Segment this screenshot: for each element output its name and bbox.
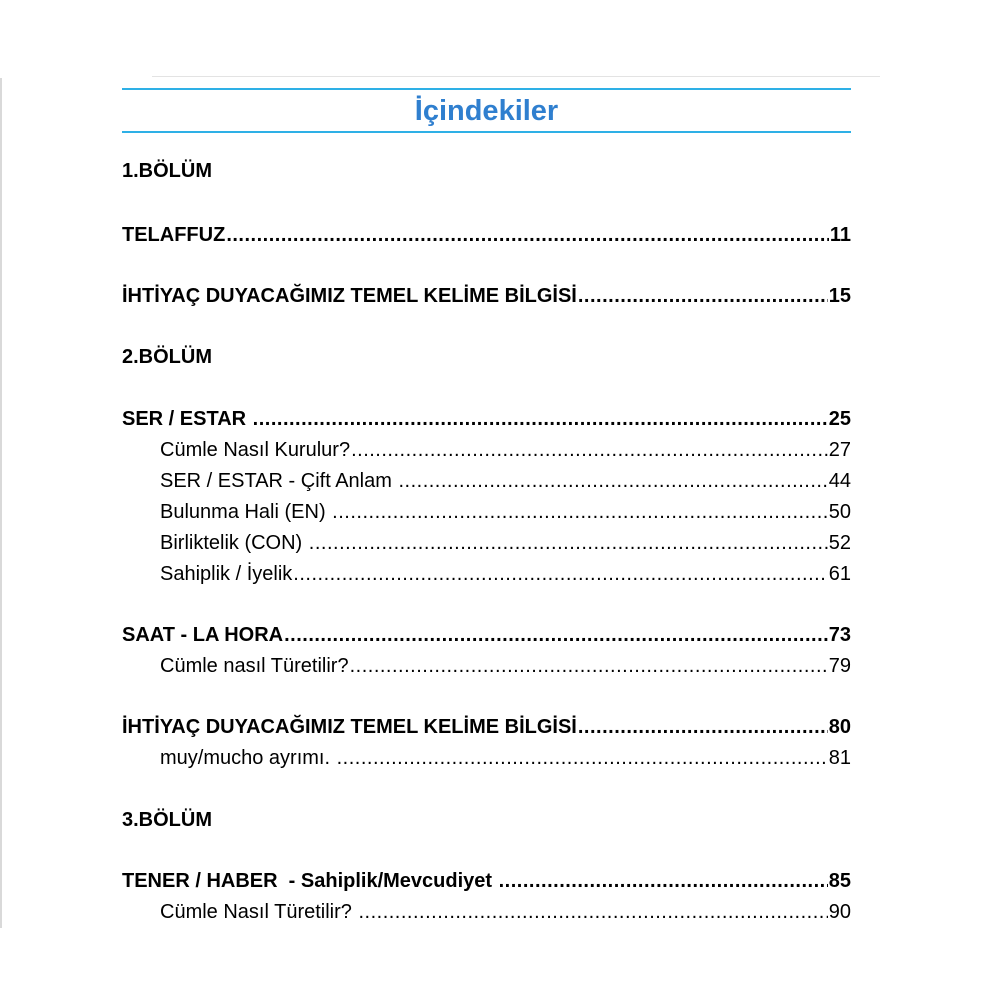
dot-leader (358, 901, 827, 924)
toc-page-number: 61 (828, 563, 851, 585)
title-top-rule (122, 88, 851, 90)
title-block (122, 88, 851, 133)
toc-entry[interactable] (122, 408, 851, 438)
toc-entry[interactable] (122, 285, 851, 315)
dot-leader (284, 624, 828, 647)
dot-leader (351, 439, 828, 462)
toc-subentry[interactable] (122, 901, 851, 931)
toc-entry-label: 1.BÖLÜM (122, 160, 212, 182)
toc-page-number: 80 (828, 716, 851, 738)
toc-entry-label: 2.BÖLÜM (122, 346, 212, 368)
page-title: İçindekiler (414, 95, 559, 127)
toc-entry[interactable] (122, 224, 851, 254)
toc-subentry[interactable] (122, 470, 851, 500)
toc-entry-label: Cümle nasıl Türetilir? (160, 655, 349, 677)
dot-leader (226, 224, 829, 247)
dot-leader (499, 870, 828, 893)
toc-entry-label: SAAT - LA HORA (122, 624, 284, 646)
dot-leader (309, 532, 828, 555)
toc-entry-label: TELAFFUZ (122, 224, 226, 246)
dot-leader (578, 285, 828, 308)
toc-page-number: 44 (828, 470, 851, 492)
dot-leader (332, 501, 828, 524)
toc-subentry[interactable] (122, 501, 851, 531)
toc-page-number: 79 (828, 655, 851, 677)
page-top-rule (152, 76, 880, 77)
toc-entry-label: Cümle Nasıl Türetilir? (160, 901, 358, 923)
toc-entry-label: Cümle Nasıl Kurulur? (160, 439, 351, 461)
toc-page-number: 81 (828, 747, 851, 769)
toc-section-heading (122, 346, 851, 376)
toc-subentry[interactable] (122, 439, 851, 469)
toc-page-number: 15 (828, 285, 851, 307)
toc-entry[interactable] (122, 716, 851, 746)
toc-page-number: 50 (828, 501, 851, 523)
toc-entry-label: SER / ESTAR (122, 408, 252, 430)
toc-page-number: 25 (828, 408, 851, 430)
toc-page-number: 73 (828, 624, 851, 646)
toc-section-heading (122, 160, 851, 190)
toc-entry-label: SER / ESTAR - Çift Anlam (160, 470, 398, 492)
toc-entry-label: İHTİYAÇ DUYACAĞIMIZ TEMEL KELİME BİLGİSİ (122, 716, 577, 738)
toc-entry-label: İHTİYAÇ DUYACAĞIMIZ TEMEL KELİME BİLGİSİ (122, 285, 577, 307)
toc-entry[interactable] (122, 624, 851, 654)
toc-subentry[interactable] (122, 532, 851, 562)
dot-leader (293, 563, 827, 586)
toc-page-number: 52 (828, 532, 851, 554)
toc-page-number: 85 (828, 870, 851, 892)
toc-entry-label: Birliktelik (CON) (160, 532, 308, 554)
toc-subentry[interactable] (122, 747, 851, 777)
toc-page-number: 11 (829, 224, 851, 246)
page-left-edge (0, 78, 2, 928)
dot-leader (337, 747, 828, 770)
toc-entry-label: Sahiplik / İyelik (160, 563, 293, 585)
toc-entry-label: TENER / HABER - Sahiplik/Mevcudiyet (122, 870, 498, 892)
toc-page-number: 27 (828, 439, 851, 461)
toc-entry-label: 3.BÖLÜM (122, 809, 212, 831)
dot-leader (398, 470, 827, 493)
toc-subentry[interactable] (122, 563, 851, 593)
toc-page-number: 90 (828, 901, 851, 923)
toc-subentry[interactable] (122, 655, 851, 685)
toc-entry[interactable] (122, 870, 851, 900)
dot-leader (350, 655, 828, 678)
toc-section-heading (122, 809, 851, 839)
toc-entry-label: Bulunma Hali (EN) (160, 501, 332, 523)
dot-leader (253, 408, 828, 431)
dot-leader (578, 716, 828, 739)
title-bottom-rule (122, 131, 851, 133)
toc-entry-label: muy/mucho ayrımı. (160, 747, 336, 769)
